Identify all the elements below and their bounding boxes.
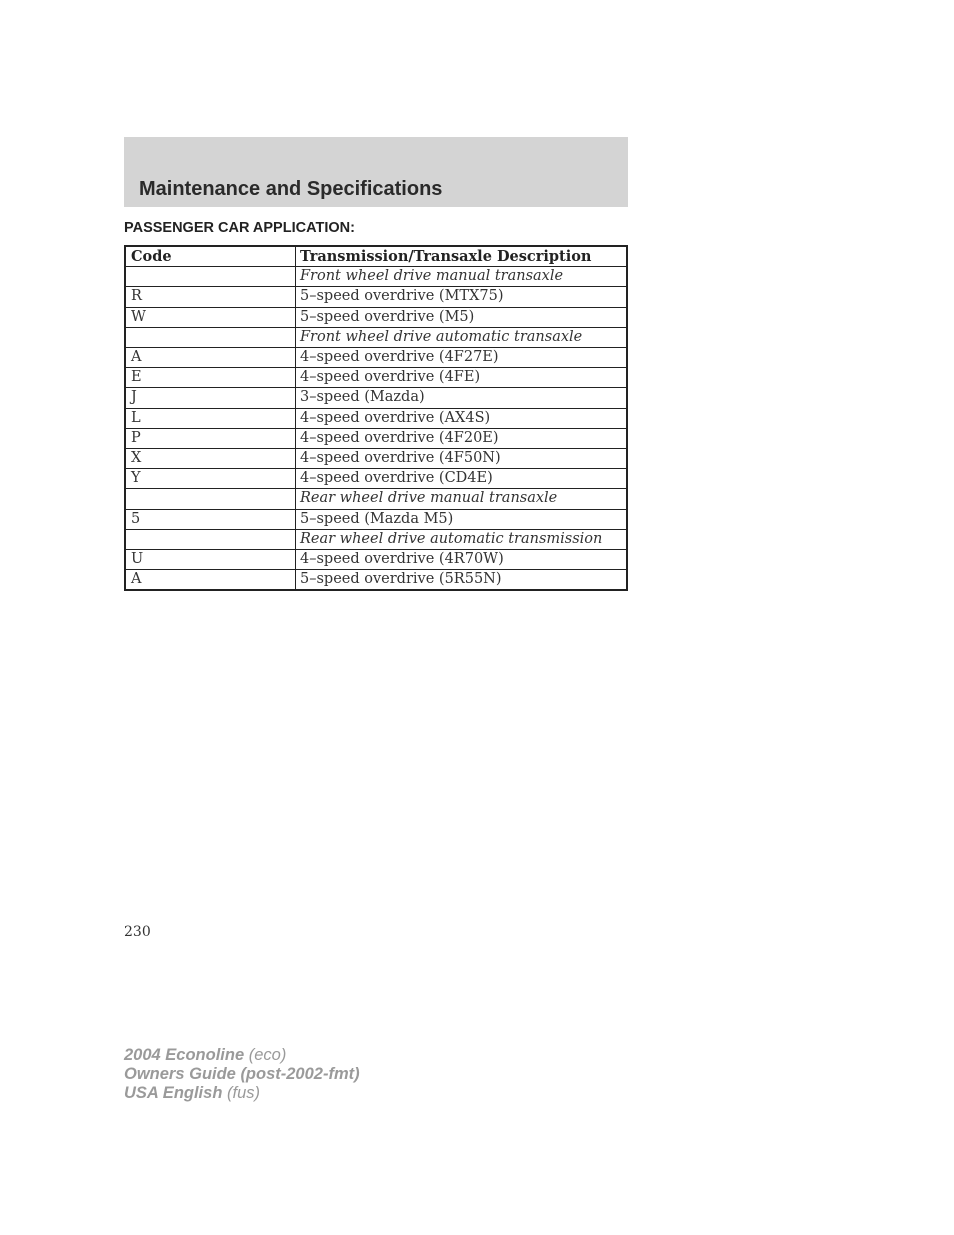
table-row [125,428,627,448]
cell-code [125,327,296,347]
cell-code: R [125,287,296,307]
cell-code: X [125,449,296,469]
footer-language: USA English [124,1084,223,1102]
cell-code: Y [125,469,296,489]
column-header-code: Code [125,246,296,267]
cell-code [125,267,296,287]
cell-description: 3–speed (Mazda) [296,388,628,408]
table-row [125,449,627,469]
transmission-table [124,245,628,591]
footer-line-1 [124,1046,360,1065]
cell-category: Rear wheel drive automatic transmission [296,529,628,549]
table-row [125,469,627,489]
cell-description: 5–speed overdrive (5R55N) [296,570,628,591]
column-header-description: Transmission/Transaxle Description [296,246,628,267]
cell-description: 4–speed overdrive (4F20E) [296,428,628,448]
cell-code: 5 [125,509,296,529]
table-row [125,368,627,388]
table-subheading-row [125,267,627,287]
cell-code: E [125,368,296,388]
table-body [125,267,627,591]
table-row [125,550,627,570]
cell-description: 4–speed overdrive (AX4S) [296,408,628,428]
table-subheading-row [125,529,627,549]
footer-language-code: (fus) [227,1084,260,1102]
table-row [125,307,627,327]
cell-code: A [125,348,296,368]
cell-code [125,529,296,549]
cell-code: U [125,550,296,570]
table-row [125,408,627,428]
footer-model: 2004 Econoline [124,1046,245,1064]
cell-description: 4–speed overdrive (4FE) [296,368,628,388]
footer-guide: Owners Guide (post-2002-fmt) [124,1065,360,1083]
table-subheading-row [125,327,627,347]
section-heading: PASSENGER CAR APPLICATION: [124,220,355,236]
document-footer [124,1046,360,1103]
cell-description: 4–speed overdrive (4F27E) [296,348,628,368]
page-number: 230 [124,924,151,940]
footer-line-3 [124,1084,360,1103]
cell-category: Front wheel drive manual transaxle [296,267,628,287]
footer-line-2 [124,1065,360,1084]
table-row [125,287,627,307]
cell-code: W [125,307,296,327]
table-header-row [125,246,627,267]
cell-code: L [125,408,296,428]
cell-description: 5–speed overdrive (M5) [296,307,628,327]
table-row [125,388,627,408]
cell-description: 5–speed (Mazda M5) [296,509,628,529]
table-row [125,348,627,368]
cell-category: Front wheel drive automatic transaxle [296,327,628,347]
cell-category: Rear wheel drive manual transaxle [296,489,628,509]
cell-code [125,489,296,509]
cell-code: P [125,428,296,448]
cell-description: 4–speed overdrive (4R70W) [296,550,628,570]
cell-description: 5–speed overdrive (MTX75) [296,287,628,307]
cell-code: J [125,388,296,408]
page-title: Maintenance and Specifications [139,178,443,200]
footer-model-code: (eco) [248,1046,287,1064]
table-row [125,570,627,591]
table-subheading-row [125,489,627,509]
cell-code: A [125,570,296,591]
cell-description: 4–speed overdrive (4F50N) [296,449,628,469]
cell-description: 4–speed overdrive (CD4E) [296,469,628,489]
section-header-band [124,137,628,207]
table-row [125,509,627,529]
